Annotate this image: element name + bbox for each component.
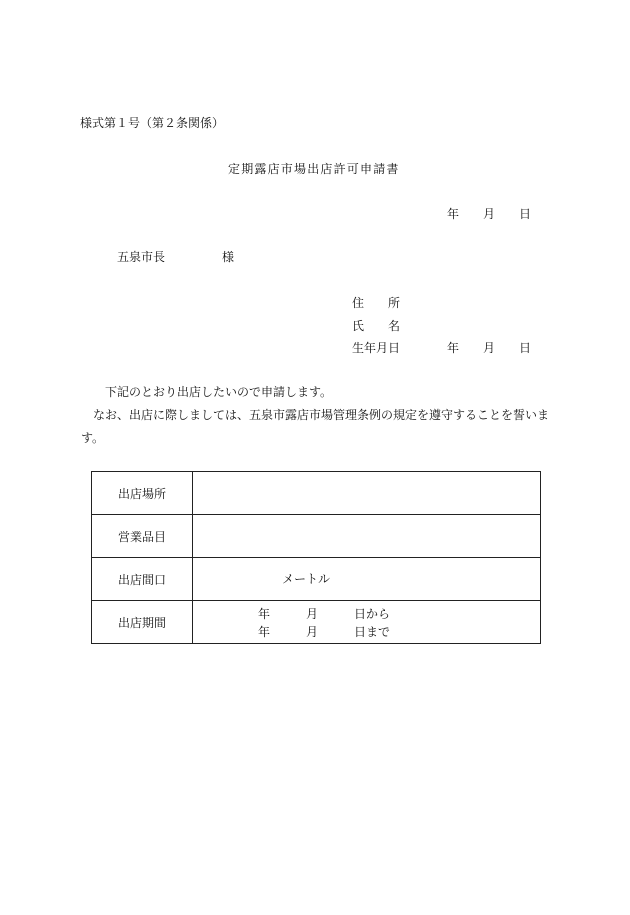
- applicant-birthdate-label: 生年月日: [352, 341, 401, 355]
- period-to-month: 月: [306, 625, 319, 639]
- table-row: [92, 558, 541, 601]
- table-row: [92, 601, 541, 644]
- period-to-year: 年: [258, 625, 271, 639]
- addressee-honorific: 様: [222, 250, 235, 264]
- form-number: 様式第１号（第２条関係）: [80, 116, 225, 130]
- date-day: 日: [519, 207, 532, 221]
- period-field[interactable]: [193, 601, 541, 644]
- body-line-2: なお、出店に際しましては、五泉市露店市場管理条例の規定を遵守することを誓いま: [93, 408, 550, 422]
- period-from-year: 年: [258, 607, 271, 621]
- period-from-day: 日から: [354, 607, 391, 621]
- document-title: 定期露店市場出店許可申請書: [228, 162, 400, 176]
- applicant-address-label: 住 所: [352, 296, 401, 310]
- birth-year: 年: [447, 341, 460, 355]
- table-row: [92, 472, 541, 515]
- date-year: 年: [447, 207, 460, 221]
- row-label-frontage: 出店間口: [92, 558, 193, 601]
- items-field[interactable]: [193, 515, 541, 558]
- birth-month: 月: [483, 341, 496, 355]
- row-label-location: 出店場所: [92, 472, 193, 515]
- application-table: [91, 471, 541, 644]
- period-to-day: 日まで: [354, 625, 391, 639]
- frontage-field[interactable]: [193, 558, 541, 601]
- date-month: 月: [483, 207, 496, 221]
- addressee-name: 五泉市長: [117, 250, 166, 264]
- body-line-1: 下記のとおり出店したいので申請します。: [105, 385, 333, 399]
- body-line-3: す。: [81, 431, 105, 445]
- frontage-unit: メートル: [282, 572, 331, 586]
- row-label-period: 出店期間: [92, 601, 193, 644]
- applicant-name-label: 氏 名: [352, 319, 401, 333]
- location-field[interactable]: [193, 472, 541, 515]
- birth-day: 日: [519, 341, 532, 355]
- period-from-month: 月: [306, 607, 319, 621]
- row-label-items: 営業品目: [92, 515, 193, 558]
- table-row: [92, 515, 541, 558]
